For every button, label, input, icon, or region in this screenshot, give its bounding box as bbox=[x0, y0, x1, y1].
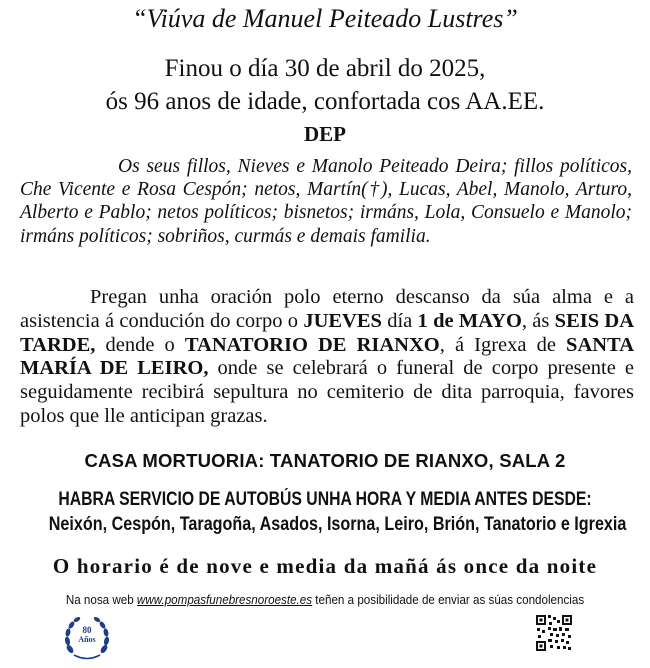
website-link[interactable]: www.pompasfunebresnoroeste.es bbox=[136, 593, 313, 607]
request-church: SANTA MARÍA DE LEIRO, bbox=[20, 333, 635, 380]
qr-code-icon bbox=[536, 615, 572, 651]
subtitle: “Viúva de Manuel Peiteado Lustres” bbox=[132, 4, 518, 33]
dep-label: DEP bbox=[304, 122, 346, 146]
age-line: ós 96 anos de idade, confortada cos AA.EE. bbox=[105, 88, 545, 115]
request-paragraph bbox=[20, 286, 634, 429]
request-text: , ás bbox=[521, 309, 555, 332]
request-text: onde se celebrará o funeral de corpo presente e seguidamente recibirá sepultura no cemiterio de dita parroquia, favores polos que lle anticipan grazas. bbox=[20, 357, 634, 427]
funeral-home-line: CASA MORTUORIA: TANATORIO DE RIANXO, SALA 2 bbox=[84, 450, 566, 471]
web-prefix: Na nosa web bbox=[65, 593, 134, 607]
request-text: Pregan unha oración polo eterno descanso da súa alma e a asistencia á condución do corpo o bbox=[20, 286, 634, 332]
request-time: SEIS DA TARDE, bbox=[20, 309, 635, 356]
qr-code[interactable] bbox=[536, 615, 572, 651]
logo-number: 80 bbox=[82, 625, 92, 635]
request-place: TANATORIO DE RIANXO bbox=[184, 333, 440, 356]
opening-hours-line: O horario é de nove e media da mañá ás once da noite bbox=[52, 554, 598, 578]
request-text: dende o bbox=[95, 333, 185, 356]
bus-stops-line: Neixón, Cespón, Taragoña, Asados, Isorna, Leiro, Brión, Tanatorio e Igrexia bbox=[48, 514, 627, 535]
bus-service-title: HABRA SERVICIO DE AUTOBÚS UNHA HORA Y MEDIA ANTES DESDE: bbox=[58, 489, 592, 510]
request-text: día bbox=[381, 309, 418, 332]
death-date-line: Finou o día 30 de abril do 2025, bbox=[164, 55, 486, 82]
request-date: 1 de MAYO bbox=[417, 309, 522, 332]
request-day: JUEVES bbox=[303, 309, 382, 332]
anniversary-logo bbox=[62, 613, 112, 663]
web-suffix: teñen a posibilidade de enviar as súas condolencias bbox=[315, 593, 585, 607]
logo-word: Años bbox=[78, 635, 96, 644]
request-text: , á Igrexa de bbox=[439, 333, 567, 356]
web-condolences-line bbox=[23, 593, 628, 607]
family-paragraph: Os seus fillos, Nieves e Manolo Peiteado Deira; fillos políticos, Che Vicente e Rosa Cespón; netos, Martín(†), Lucas, Abel, Manolo, Arturo, Alberto e Pablo; netos políticos; bisnetos; irmáns, Lola, Consuelo e Manolo; irmáns políticos; sobriños, curmás e demais familia. bbox=[20, 156, 632, 247]
